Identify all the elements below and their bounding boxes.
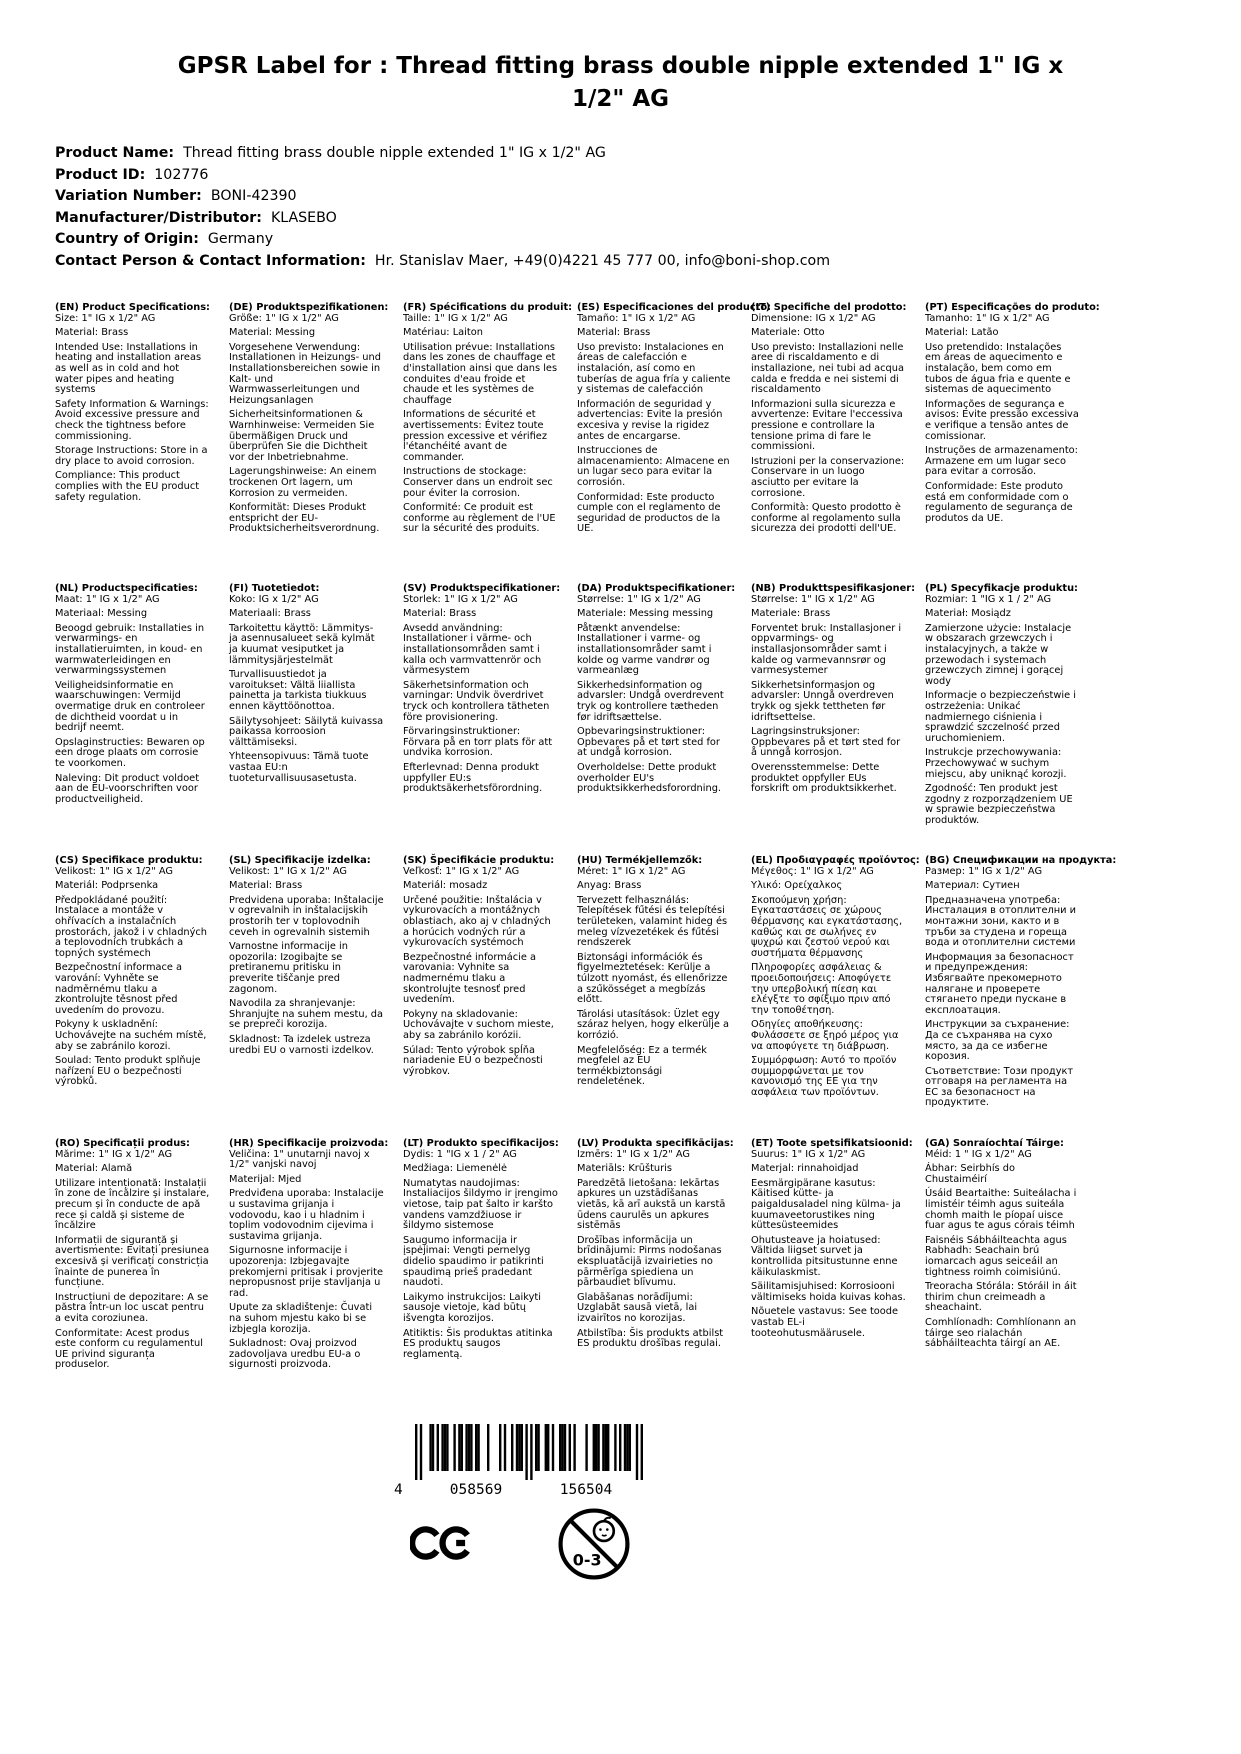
spec-paragraph: Tamanho: 1" IG x 1/2" AG <box>925 312 1050 324</box>
spec-heading: (FR) Spécifications du produit: <box>403 302 573 313</box>
spec-section-nb <box>751 583 915 856</box>
spec-paragraph: Předpokládané použití: Instalace a montáže v ohřívacích a instalačních prostorách, jakož i v chladných a teplovodních trubkách a topných systémech <box>55 894 208 959</box>
barcode-bars-icon <box>415 1424 643 1480</box>
spec-paragraph: Información de seguridad y advertencias: Evite la presión excesiva y revise la rigidez antes de encargarse. <box>577 398 723 442</box>
spec-paragraph: Pokyny k uskladnění: Uchovávejte na suchém místě, aby se zabránilo korozi. <box>55 1019 207 1052</box>
spec-section-ga <box>925 1139 1080 1375</box>
spec-paragraph: Størrelse: 1" IG x 1/2" AG <box>577 593 701 605</box>
spec-heading: (GA) Sonraíochtaí Táirge: <box>925 1138 1064 1149</box>
spec-section-et <box>751 1138 913 1375</box>
spec-paragraph: Größe: 1" IG x 1/2" AG <box>229 312 339 324</box>
spec-paragraph: Instrucciones de almacenamiento: Almacene en un lugar seco para evitar la corrosión. <box>577 445 730 488</box>
spec-paragraph: Úsáid Beartaithe: Suiteálacha i limistéir téimh agus suiteála chomh maith le píopaí uisce fuar agus te agus córais téimh <box>925 1188 1077 1232</box>
spec-heading: (SK) Špecifikácie produktu: <box>403 855 555 866</box>
spec-section-es <box>577 302 772 584</box>
spec-heading: (PL) Specyfikacje produktu: <box>925 583 1078 594</box>
spec-paragraph: Taille: 1" IG x 1/2" AG <box>403 312 508 324</box>
spec-paragraph: Material: Brass <box>403 608 477 620</box>
spec-paragraph: Tervezett felhasználás: Telepítések fűtési és telepítési területeken, valamint hideg és meleg vízvezetékek és fűtési rendszerek <box>577 894 728 949</box>
spec-paragraph: Laikymo instrukcijos: Laikyti sausoje vietoje, kad būtų išvengta korozijos. <box>403 1291 541 1324</box>
spec-paragraph: Biztonsági információk és figyelmeztetések: Kerülje a túlzott nyomást, és ellenőrizze a szűkösséget a megbízás előtt. <box>577 951 728 1006</box>
spec-paragraph: Veiligheidsinformatie en waarschuwingen: Vermijd overmatige druk en controleer de dichtheid voordat u in bedrijf neemt. <box>55 679 205 734</box>
spec-heading: (SV) Produktspecifikationer: <box>403 583 561 594</box>
spec-paragraph: Informații de siguranță și avertismente: Evitați presiunea excesivă și verificați constricția înainte de punerea în funcțiune. <box>55 1234 210 1289</box>
spec-section-fi <box>229 584 384 856</box>
spec-paragraph: Numatytas naudojimas: Instaliacijos šildymo ir įrengimo vietose, taip pat šalto ir karšto vandens vamzdžiuose ir šildymo sistemose <box>403 1177 558 1232</box>
spec-paragraph: Säilitamisjuhised: Korrosiooni vältimiseks hoida kuivas kohas. <box>751 1281 906 1303</box>
spec-paragraph: Určené použitie: Inštalácia v vykurovacích a montážnych oblastiach, ako aj v chladných a horúcich vodných rúr a vykurovacích systémoch <box>403 894 551 949</box>
spec-heading: (CS) Specifikace produktu: <box>55 855 203 866</box>
spec-paragraph: Veličina: 1" unutarnji navoj x 1/2" vanjski navoj <box>229 1148 370 1171</box>
ce-mark-icon <box>410 1514 474 1572</box>
spec-paragraph: Sikkerhedsinformation og advarsler: Undgå overdrevent tryk og kontrollere tætheden før idriftsættelse. <box>577 679 724 723</box>
spec-section-da <box>577 583 736 856</box>
spec-heading: (LT) Produkto specifikacijos: <box>403 1138 559 1149</box>
spec-section-nl <box>55 584 210 856</box>
spec-paragraph: Οδηγίες αποθήκευσης: Φυλάσσετε σε ξηρό μέρος για να αποφύγετε τη διάβρωση. <box>751 1019 899 1052</box>
spec-paragraph: Материал: Сутиен <box>925 880 1020 892</box>
spec-paragraph: Upute za skladištenje: Čuvati na suhom mjestu kako bi se izbjegla korozija. <box>229 1302 373 1335</box>
product-info-row <box>55 211 830 226</box>
spec-paragraph: Medžiaga: Liemenėlė <box>403 1163 507 1175</box>
spec-heading: (DA) Produktspecifikationer: <box>577 583 736 594</box>
spec-paragraph: Sikkerhetsinformasjon og advarsler: Unngå overdreven trykk og sjekk tettheten før idriftsettelse. <box>751 679 894 723</box>
product-info-label: Product Name: <box>55 145 175 161</box>
barcode-digit-group1: 058569 <box>449 1482 503 1498</box>
spec-heading: (IT) Specifiche del prodotto: <box>751 302 907 313</box>
spec-section-en <box>55 303 210 584</box>
spec-paragraph: Lagerungshinweise: An einem trockenen Ort lagern, um Korrosion zu vermeiden. <box>229 466 377 499</box>
specifications-grid <box>55 302 1117 1375</box>
spec-paragraph: Istruzioni per la conservazione: Conservare in un luogo asciutto per evitare la corrosione. <box>751 455 905 499</box>
spec-paragraph: Izmērs: 1" IG x 1/2" AG <box>577 1148 691 1160</box>
spec-paragraph: Säilytysohjeet: Säilytä kuivassa paikassa korroosion välttämiseksi. <box>229 715 384 748</box>
spec-heading: (NL) Productspecificaties: <box>55 583 198 594</box>
spec-paragraph: Размер: 1" IG x 1/2" AG <box>925 865 1043 877</box>
barcode-digits <box>392 1482 654 1500</box>
spec-paragraph: Förvaringsinstruktioner: Förvara på en torr plats för att undvika korrosion. <box>403 726 553 759</box>
spec-section-lt <box>403 1139 558 1375</box>
spec-paragraph: Dimensione: IG x 1/2" AG <box>751 312 876 324</box>
spec-paragraph: Sukladnost: Ovaj proizvod zadovoljava uredbu EU-a o sigurnosti proizvoda. <box>229 1338 361 1371</box>
spec-paragraph: Σκοπούμενη χρήση: Εγκαταστάσεις σε χώρους θέρμανσης και εγκατάστασης, καθώς και σε σωλήνες εν ψυχρώ και ζεστού νερού και συστήματα θέρμανσης <box>751 894 903 959</box>
spec-section-ro <box>55 1139 210 1375</box>
spec-paragraph: Overholdelse: Dette produkt overholder EU's produktsikkerhedsforordning. <box>577 761 722 795</box>
product-info-label: Contact Person & Contact Information: <box>55 252 366 269</box>
spec-section-de <box>229 302 389 584</box>
spec-section-hu <box>577 856 732 1139</box>
spec-paragraph: Compliance: This product complies with the EU product safety regulation. <box>55 470 200 503</box>
spec-section-lv <box>577 1139 732 1375</box>
spec-paragraph: Materiale: Otto <box>751 327 825 339</box>
spec-paragraph: Forventet bruk: Installasjoner i oppvarmings- og installasjonsområder samt i kalde og varmevannsrør og varmesystemer <box>751 622 902 677</box>
product-info-value: Thread fitting brass double nipple extended 1" IG x 1/2" AG <box>174 145 606 161</box>
product-info <box>55 146 830 275</box>
spec-paragraph: Opbevaringsinstruktioner: Opbevares på et tørt sted for at undgå korrosion. <box>577 726 720 759</box>
spec-paragraph: Информация за безопасност и предупреждения: Избягвайте прекомерното налягане и проверете стягането преди пускане в експлоатация. <box>925 951 1074 1016</box>
product-info-row <box>55 146 830 161</box>
spec-heading: (HR) Specifikacije proizvoda: <box>229 1138 389 1149</box>
spec-section-sl <box>229 856 384 1139</box>
spec-paragraph: Materiale: Brass <box>751 608 831 620</box>
spec-paragraph: Pokyny na skladovanie: Uchovávajte v suchom mieste, aby sa zabránilo korózii. <box>403 1008 554 1041</box>
spec-paragraph: Informazioni sulla sicurezza e avvertenze: Evitare l'eccessiva pressione e controllare la tensione prima di fare le commissioni. <box>751 398 903 453</box>
spec-paragraph: Materiaal: Messing <box>55 608 148 620</box>
spec-paragraph: Méret: 1" IG x 1/2" AG <box>577 865 686 877</box>
spec-paragraph: Informações de segurança e avisos: Evite pressão excessiva e verifique a tensão antes de comissionar. <box>925 398 1079 442</box>
product-info-value: Hr. Stanislav Maer, +49(0)4221 45 777 00, info@boni-shop.com <box>365 252 831 269</box>
product-info-row <box>55 189 830 204</box>
spec-paragraph: Predviđena uporaba: Instalacije u sustavima grijanja i vodovodu, kao i u hladnim i toplim vodovodnim cijevima i sustavima grijanja. <box>229 1188 384 1242</box>
spec-paragraph: Material: Brass <box>577 327 651 339</box>
spec-paragraph: Treoracha Stórála: Stóráil in áit thirim chun creimeadh a sheachaint. <box>925 1281 1077 1314</box>
spec-paragraph: Tarkoitettu käyttö: Lämmitys- ja asennusalueet sekä kylmät ja kuumat vesiputket ja lämmitysjärjestelmät <box>229 622 375 666</box>
spec-heading: (EL) Προδιαγραφές προϊόντος: <box>751 855 920 866</box>
spec-section-it <box>751 303 906 584</box>
spec-paragraph: Uso previsto: Installazioni nelle aree di riscaldamento e di installazione, nei tubi ad acqua calda e fredda e nei sistemi di riscaldamento <box>751 341 904 396</box>
spec-paragraph: Koko: IG x 1/2" AG <box>229 593 319 605</box>
spec-paragraph: Storage Instructions: Store in a dry place to avoid corrosion. <box>55 445 208 467</box>
spec-section-bg <box>925 855 1117 1139</box>
spec-paragraph: Utilizare intenționată: Instalații în zone de încălzire și instalare, precum și în conducte de apă rece și caldă și sisteme de încălzire <box>55 1177 210 1232</box>
spec-heading: (NB) Produkttspesifikasjoner: <box>751 583 915 594</box>
spec-paragraph: Materiał: Mosiądz <box>925 608 1011 620</box>
spec-paragraph: Maat: 1" IG x 1/2" AG <box>55 593 160 605</box>
spec-paragraph: Drošības informācija un brīdinājumi: Pirms nodošanas ekspluatācijā izvairieties no pārmērīga spiediena un pārbaudiet blīvumu. <box>577 1234 722 1289</box>
spec-paragraph: Megfelelőség: Ez a termék megfelel az EU termékbiztonsági rendeletének. <box>577 1044 707 1088</box>
spec-heading: (FI) Tuotetiedot: <box>229 583 320 594</box>
product-info-value: BONI-42390 <box>201 188 297 204</box>
spec-paragraph: Intended Use: Installations in heating and installation areas as well as in cold and hot water pipes and heating systems <box>55 341 202 396</box>
spec-paragraph: Predvidena uporaba: Inštalacije v ogrevalnih in inštalacijskih prostorih ter v toplovodnih ceveh in ogrevalnih sistemih <box>229 894 384 938</box>
spec-paragraph: Materijal: Mjed <box>229 1173 302 1185</box>
spec-paragraph: Turvallisuustiedot ja varoitukset: Vältä liiallista painetta ja tarkista tiukkuus ennen käyttöönottoa. <box>229 669 367 712</box>
spec-paragraph: Ohutusteave ja hoiatused: Vältida liigset survet ja kontrollida pitsitustunne enne käikulaskmist. <box>751 1234 898 1278</box>
product-info-value: KLASEBO <box>261 209 337 226</box>
spec-paragraph: Navodila za shranjevanje: Shranjujte na suhem mestu, da se prepreči korozija. <box>229 998 384 1031</box>
spec-paragraph: Tárolási utasítások: Üzlet egy száraz helyen, hogy elkerülje a korrózió. <box>577 1008 730 1041</box>
spec-paragraph: Størrelse: 1" IG x 1/2" AG <box>751 593 875 605</box>
spec-section-sv <box>403 583 561 856</box>
spec-paragraph: Инструкции за съхранение: Да се съхранява на сухо място, за да се избегне корозия. <box>925 1019 1070 1063</box>
spec-heading: (BG) Спецификации на продукта: <box>925 855 1117 866</box>
spec-paragraph: Uso previsto: Instalaciones en áreas de calefacción e instalación, así como en tuberías de agua fría y caliente y sistemas de calefacción <box>577 341 731 396</box>
product-info-value: 102776 <box>145 166 209 183</box>
spec-paragraph: Conformitate: Acest produs este conform cu regulamentul UE privind siguranța produselor. <box>55 1327 203 1371</box>
spec-paragraph: Material: Alamă <box>55 1163 133 1175</box>
spec-heading: (ES) Especificaciones del producto: <box>577 302 772 313</box>
spec-section-pl <box>925 584 1080 856</box>
product-info-label: Manufacturer/Distributor: <box>55 209 262 226</box>
spec-paragraph: Conformità: Questo prodotto è conforme al regolamento sulla sicurezza dei prodotti dell'UE. <box>751 502 901 535</box>
spec-heading: (PT) Especificações do produto: <box>925 302 1100 313</box>
spec-paragraph: Instrucțiuni de depozitare: A se păstra într-un loc uscat pentru a evita coroziunea. <box>55 1291 209 1324</box>
spec-paragraph: Skladnost: Ta izdelek ustreza uredbi EU o varnosti izdelkov. <box>229 1033 374 1056</box>
spec-paragraph: Rozmiar: 1 "IG x 1 / 2" AG <box>925 593 1052 605</box>
spec-paragraph: Material: Brass <box>55 327 129 339</box>
spec-paragraph: Utilisation prévue: Installations dans les zones de chauffage et d'installation ainsi que dans les conduites d'eau froide et chaude et les systèmes de chauffage <box>403 341 558 406</box>
spec-paragraph: Mărime: 1" IG x 1/2" AG <box>55 1148 173 1160</box>
spec-paragraph: Beoogd gebruik: Installaties in verwarmings- en installatieruimten, in koud- en warmwaterleidingen en verwarmingssystemen <box>55 622 205 677</box>
spec-paragraph: Material: Brass <box>229 880 303 892</box>
spec-paragraph: Comhlíonadh: Comhlíonann an táirge seo rialachán sábháilteachta táirgí an AE. <box>925 1316 1077 1350</box>
spec-paragraph: Informations de sécurité et avertissements: Évitez toute pression excessive et vérifiez l'étanchéité avant de commander. <box>403 409 547 463</box>
spec-paragraph: Ábhar: Seirbhís do Chustaiméirí <box>925 1163 1015 1185</box>
spec-heading: (DE) Produktspezifikationen: <box>229 302 389 313</box>
spec-paragraph: Soulad: Tento produkt splňuje nařízení EU o bezpečnosti výrobků. <box>55 1055 201 1088</box>
spec-paragraph: Avsedd användning: Installationer i värme- och installationsområden samt i kalla och varmvattenrör och värmesystem <box>403 622 542 677</box>
spec-paragraph: Material: Latão <box>925 327 999 339</box>
spec-paragraph: Materiál: Podprsenka <box>55 880 159 892</box>
spec-paragraph: Съответствие: Този продукт отговаря на регламента на ЕС за безопасност на продуктите. <box>925 1065 1074 1109</box>
spec-paragraph: Safety Information & Warnings: Avoid excessive pressure and check the tightness before commissioning. <box>55 398 209 442</box>
spec-paragraph: Vorgesehene Verwendung: Installationen in Heizungs- und Installationsbereichen sowie in Kalt- und Warmwasserleitungen und Heizungsanlagen <box>229 341 381 406</box>
spec-paragraph: Sigurnosne informacije i upozorenja: Izbjegavajte prekomjerni pritisak i provjerite nepropusnost prije stavljanja u rad. <box>229 1245 384 1299</box>
spec-section-fr <box>403 302 573 584</box>
product-info-row <box>55 254 830 269</box>
spec-paragraph: Konformität: Dieses Produkt entspricht der EU-Produktsicherheitsverordnung. <box>229 502 380 535</box>
spec-paragraph: Bezpečnostné informácie a varovania: Vyhnite sa nadmernému tlaku a skontrolujte tesnosť pred uvedením. <box>403 951 537 1006</box>
spec-paragraph: Instructions de stockage: Conserver dans un endroit sec pour éviter la corrosion. <box>403 466 553 499</box>
spec-paragraph: Conformidade: Este produto está em conformidade com o regulamento de segurança de produtos da UE. <box>925 480 1073 524</box>
barcode <box>392 1424 654 1502</box>
product-info-label: Product ID: <box>55 166 146 183</box>
spec-paragraph: Méid: 1 " IG x 1/2" AG <box>925 1148 1032 1160</box>
spec-paragraph: Yhteensopivuus: Tämä tuote vastaa EU:n tuoteturvallisuusasetusta. <box>229 751 369 784</box>
spec-heading: (HU) Termékjellemzők: <box>577 855 703 866</box>
age-warning-icon <box>556 1506 632 1582</box>
product-info-row <box>55 168 830 183</box>
spec-section-el <box>751 855 920 1139</box>
spec-paragraph: Materiaali: Brass <box>229 608 311 620</box>
spec-paragraph: Предназначена употреба: Инсталация в отоплителни и монтажни зони, както и в тръби за студена и гореща вода и отоплителни системи <box>925 894 1077 949</box>
spec-paragraph: Saugumo informacija ir įspėjimai: Vengti pernelyg didelio spaudimo ir patikrinti spaudimą prieš pradedant naudoti. <box>403 1234 544 1289</box>
spec-paragraph: Overensstemmelse: Dette produktet oppfyller EUs forskrift om produktsikkerhet. <box>751 761 897 795</box>
spec-paragraph: Conformité: Ce produit est conforme au règlement de l'UE sur la sécurité des produits. <box>403 502 556 535</box>
spec-paragraph: Eesmärgipärane kasutus: Käitised kütte- ja paigaldusaladel ning külma- ja kuumaveetorustikes ning küttesüsteemides <box>751 1177 901 1232</box>
spec-paragraph: Material: Messing <box>229 327 316 339</box>
spec-paragraph: Anyag: Brass <box>577 880 642 892</box>
spec-paragraph: Varnostne informacije in opozorila: Izogibajte se pretiranemu pritisku in preverite tiščanje pred zagonom. <box>229 941 348 995</box>
spec-paragraph: Materiāls: Krūšturis <box>577 1163 672 1175</box>
spec-section-sk <box>403 856 558 1139</box>
product-info-label: Variation Number: <box>55 188 202 204</box>
spec-paragraph: Suurus: 1" IG x 1/2" AG <box>751 1148 866 1160</box>
spec-paragraph: Säkerhetsinformation och varningar: Undvik överdrivet tryck och kontrollera tätheten före provisionering. <box>403 679 550 723</box>
spec-paragraph: Instruções de armazenamento: Armazene em um lugar seco para evitar a corrosão. <box>925 445 1078 478</box>
spec-paragraph: Zgodność: Ten produkt jest zgodny z rozporządzeniem UE w sprawie bezpieczeństwa produktów. <box>925 783 1073 826</box>
product-info-value: Germany <box>198 231 274 247</box>
spec-paragraph: Lagringsinstruksjoner: Oppbevares på et tørt sted for å unngå korrosjon. <box>751 726 901 759</box>
spec-paragraph: Bezpečnostní informace a varování: Vyhněte se nadměrnému tlaku a zkontrolujte těsnost před uvedením do provozu. <box>55 962 183 1016</box>
spec-paragraph: Efterlevnad: Denna produkt uppfyller EU:s produktsäkerhetsförordning. <box>403 761 543 795</box>
spec-paragraph: Nõuetele vastavus: See toode vastab EL-i tooteohutusmäärusele. <box>751 1306 899 1339</box>
spec-paragraph: Μέγεθος: 1" IG x 1/2" AG <box>751 865 874 877</box>
spec-paragraph: Påtænkt anvendelse: Installationer i varme- og installationsområder samt i kolde og varme vandrør og varmeanlæg <box>577 622 712 677</box>
spec-paragraph: Opslaginstructies: Bewaren op een droge plaats om corrosie te voorkomen. <box>55 736 205 769</box>
spec-paragraph: Dydis: 1 "IG x 1 / 2" AG <box>403 1148 517 1160</box>
page-title: GPSR Label for : Thread fitting brass double nipple extended 1" IG x 1/2" AG <box>177 53 1064 113</box>
spec-heading: (RO) Specificații produs: <box>55 1138 190 1149</box>
spec-paragraph: Matériau: Laiton <box>403 327 483 339</box>
spec-heading: (ET) Toote spetsifikatsioonid: <box>751 1138 913 1149</box>
barcode-digit-group2: 156504 <box>559 1482 613 1498</box>
spec-paragraph: Συμμόρφωση: Αυτό το προϊόν συμμορφώνεται με τον κανονισμό της ΕΕ για την ασφάλεια των προϊόντων. <box>751 1055 897 1098</box>
spec-paragraph: Glabāšanas norādījumi: Uzglabāt sausā vietā, lai izvairītos no korozijas. <box>577 1291 698 1324</box>
spec-paragraph: Conformidad: Este producto cumple con el reglamento de seguridad de productos de la UE. <box>577 491 721 535</box>
spec-paragraph: Velikost: 1" IG x 1/2" AG <box>229 865 347 877</box>
spec-paragraph: Zamierzone użycie: Instalacje w obszarach grzewczych i instalacyjnych, a także w przewodach i systemach grzewczych zimnej i gorącej wody <box>925 622 1072 687</box>
spec-paragraph: Size: 1" IG x 1/2" AG <box>55 312 156 324</box>
product-info-label: Country of Origin: <box>55 231 199 247</box>
spec-section-cs <box>55 856 210 1139</box>
spec-paragraph: Instrukcje przechowywania: Przechowywać w suchym miejscu, aby uniknąć korozji. <box>925 747 1067 780</box>
product-info-row <box>55 232 830 247</box>
spec-paragraph: Faisnéis Sábháilteachta agus Rabhadh: Seachain brú iomarcach agus seiceáil an tightness roimh coimisiúnú. <box>925 1234 1067 1278</box>
spec-paragraph: Velikost: 1" IG x 1/2" AG <box>55 865 173 877</box>
spec-heading: (LV) Produkta specifikācijas: <box>577 1138 734 1149</box>
spec-section-pt <box>925 302 1100 584</box>
spec-paragraph: Paredzētā lietošana: Iekārtas apkures un uzstādīšanas vietās, kā arī aukstā un karstā ūdens caurulēs un apkures sistēmās <box>577 1177 726 1232</box>
spec-paragraph: Súlad: Tento výrobok spĺňa nariadenie EÚ o bezpečnosti výrobkov. <box>403 1044 543 1077</box>
age-warning-label: 0-3 <box>572 1550 602 1570</box>
spec-paragraph: Naleving: Dit product voldoet aan de EU-voorschriften voor productveiligheid. <box>55 772 200 805</box>
spec-paragraph: Πληροφορίες ασφάλειας & προειδοποιήσεις: Αποφύγετε την υπερβολική πίεση και ελέγξτε το σφίξιμο πριν από την τοποθέτηση. <box>751 962 892 1016</box>
spec-paragraph: Materiale: Messing messing <box>577 608 714 620</box>
spec-paragraph: Materiál: mosadz <box>403 880 488 892</box>
barcode-digit-left: 4 <box>394 1482 403 1498</box>
spec-heading: (SL) Specifikacije izdelka: <box>229 855 371 866</box>
spec-heading: (EN) Product Specifications: <box>55 302 210 313</box>
spec-paragraph: Atitiktis: Šis produktas atitinka ES produktų saugos reglamentą. <box>403 1327 553 1360</box>
spec-paragraph: Tamaño: 1" IG x 1/2" AG <box>577 312 696 324</box>
spec-paragraph: Sicherheitsinformationen & Warnhinweise: Vermeiden Sie übermäßigen Druck und überprüfen Sie die Dichtheit vor der Inbetriebnahme. <box>229 409 375 463</box>
spec-paragraph: Storlek: 1" IG x 1/2" AG <box>403 593 518 605</box>
spec-paragraph: Veľkosť: 1" IG x 1/2" AG <box>403 865 520 877</box>
spec-paragraph: Atbilstība: Šis produkts atbilst ES produktu drošības regulai. <box>577 1327 724 1350</box>
spec-paragraph: Materjal: rinnahoidjad <box>751 1163 859 1175</box>
spec-paragraph: Uso pretendido: Instalações em áreas de aquecimento e instalação, bem como em tubos de água fria e quente e sistemas de aquecimento <box>925 341 1071 396</box>
spec-section-hr <box>229 1138 389 1375</box>
spec-paragraph: Informacje o bezpieczeństwie i ostrzeżenia: Unikać nadmiernego ciśnienia i sprawdzić szczelność przed uruchomieniem. <box>925 690 1076 744</box>
spec-paragraph: Υλικό: Ορείχαλκος <box>751 880 843 892</box>
